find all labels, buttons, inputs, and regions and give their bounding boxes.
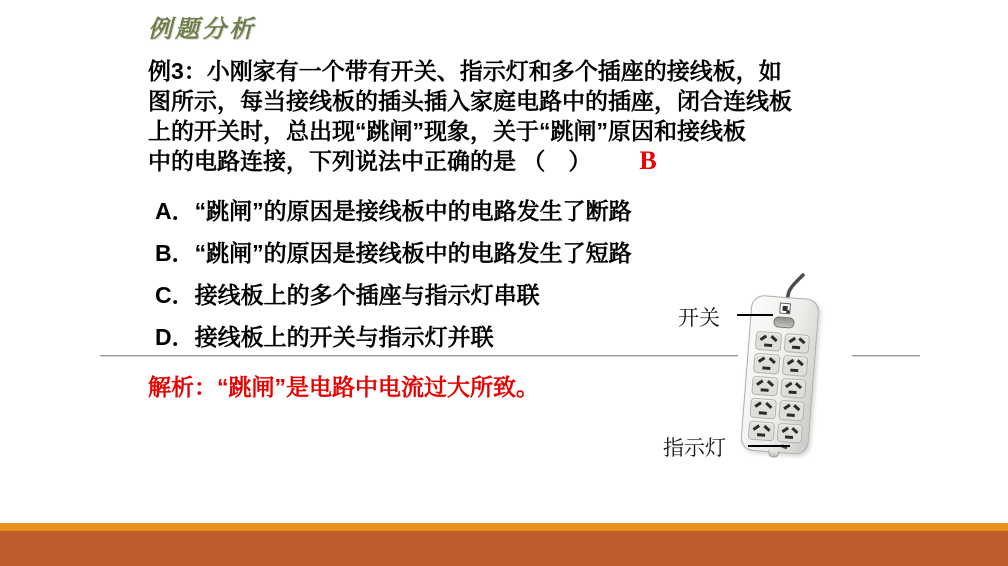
options-list [155, 190, 632, 358]
question-line [148, 146, 792, 176]
question-line: 图所示，每当接线板的插头插入家庭电路中的插座，闭合连线板 [148, 88, 792, 114]
socket [780, 378, 807, 399]
question-line-text: 中的电路连接，下列说法中正确的是 （ ） [148, 148, 592, 174]
option-d: D．接线板上的开关与指示灯并联 [155, 324, 494, 350]
option-c: C．接线板上的多个插座与指示灯串联 [155, 282, 540, 308]
socket [755, 331, 782, 352]
socket [748, 420, 775, 441]
socket-grid [748, 331, 810, 444]
answer-letter: B [639, 146, 657, 175]
power-strip-figure [650, 273, 950, 473]
footer-accent-bar [0, 523, 1008, 531]
option-b: B．“跳闸”的原因是接线板中的电路发生了短路 [155, 240, 632, 266]
question-line: 上的开关时，总出现“跳闸”现象，关于“跳闸”原因和接线板 [148, 118, 746, 144]
brand-logo-icon [779, 303, 791, 315]
strip-switch [773, 316, 795, 329]
switch-label: 开关 [678, 302, 720, 332]
question-line: 例3：小刚家有一个带有开关、指示灯和多个插座的接线板，如 [148, 58, 782, 84]
analysis-body: “跳闸”是电路中电流过大所致。 [217, 374, 539, 400]
option-a: A．“跳闸”的原因是接线板中的电路发生了断路 [155, 198, 632, 224]
socket [751, 375, 778, 396]
switch-pointer-line [737, 314, 773, 316]
power-strip [740, 294, 820, 455]
socket [776, 422, 803, 443]
question-text [148, 56, 792, 176]
indicator-pointer-line [748, 445, 790, 447]
socket [778, 400, 805, 421]
analysis-prefix: 解析： [148, 374, 217, 400]
socket [753, 353, 780, 374]
socket [749, 398, 776, 419]
analysis-text [148, 369, 539, 402]
socket [781, 355, 808, 376]
footer-bar [0, 531, 1008, 566]
page-title: 例题分析 [148, 16, 256, 43]
socket [783, 333, 810, 354]
indicator-label: 指示灯 [663, 432, 726, 462]
